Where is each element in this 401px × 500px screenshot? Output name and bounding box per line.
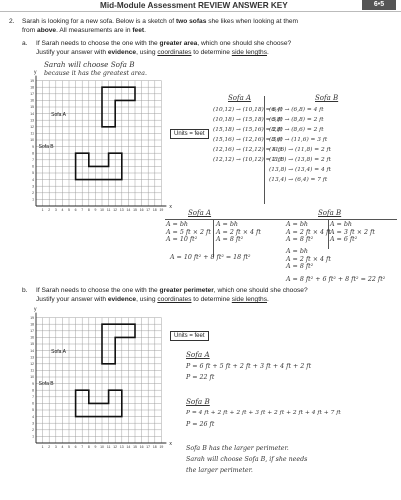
sofa-a-coord-row: (12,16) → (12,12) = 4 ft	[213, 147, 283, 153]
perim-a-result: P = 22 ft	[186, 374, 215, 381]
y-tick-label: 5	[32, 171, 34, 176]
x-tick-label: 13	[119, 445, 124, 449]
x-tick-label: 1	[41, 208, 44, 212]
x-tick-label: 7	[81, 445, 84, 449]
y-tick-label: 6	[32, 164, 34, 169]
x-tick-label: 9	[94, 445, 97, 449]
conclusion-line2: Sarah will choose Sofa B, if she needs	[186, 456, 308, 463]
work-b-total: A = 8 ft² + 6 ft² + 8 ft² = 22 ft²	[286, 276, 386, 283]
y-tick-label: 7	[32, 158, 34, 162]
sofa-b-coord-row: (13,8) → (13,4) = 4 ft	[269, 167, 331, 173]
work-a-rule	[165, 219, 285, 220]
conclusion-line3: the larger perimeter.	[186, 467, 253, 474]
grid-lines	[36, 318, 161, 443]
sofa-b-coord-row: (8,8) → (8,6) = 2 ft	[269, 127, 324, 133]
y-tick-label: 3	[32, 184, 34, 189]
x-tick-label: 6	[74, 445, 77, 449]
y-tick-label: 14	[30, 348, 34, 353]
x-tick-label: 1	[41, 445, 44, 449]
x-tick-label: 15	[133, 208, 137, 212]
units-box-b: Units = feet	[170, 331, 209, 341]
y-tick-label: 1	[32, 434, 34, 439]
x-tick-label: 17	[146, 208, 151, 212]
sofa-a-coord-row: (12,12) → (10,12) = 2 ft	[213, 157, 283, 163]
x-tick-label: 16	[139, 208, 144, 212]
x-axis-label: x	[169, 441, 172, 447]
work-b-left: A = bh A = 2 ft × 4 ft A = 8 ft²	[286, 221, 331, 244]
y-tick-label: 5	[32, 408, 34, 413]
x-tick-label: 4	[61, 208, 64, 212]
part-a-letter: a.	[22, 40, 28, 47]
y-tick-label: 17	[30, 92, 34, 96]
sofa-b-coord-row: (11,6) → (11,8) = 2 ft	[269, 147, 331, 153]
x-tick-label: 12	[113, 445, 118, 449]
question-intro-line1: Sarah is looking for a new sofa. Below is a sketch of two sofas she likes when looking at them	[22, 18, 299, 25]
sofa-b-coord-row: (11,8) → (13,8) = 2 ft	[269, 157, 331, 163]
y-tick-label: 10	[30, 138, 34, 143]
y-tick-label: 4	[32, 177, 34, 182]
work-a-left: A = bh A = 5 ft × 2 ft A = 10 ft²	[166, 221, 211, 244]
part-a-answer-line2: because it has the greatest area.	[44, 70, 147, 77]
y-tick-label: 19	[30, 315, 34, 320]
y-tick-label: 4	[32, 414, 34, 419]
y-tick-label: 6	[32, 401, 34, 406]
sofa-a-coord-row: (15,18) → (15,16) = 2 ft	[213, 127, 283, 133]
y-tick-label: 12	[30, 362, 34, 366]
y-tick-label: 2	[32, 428, 34, 432]
part-a-answer-line1: Sarah will choose Sofa B	[44, 60, 135, 69]
sofa-b-coord-row: (13,4) → (6,4) = 7 ft	[269, 177, 328, 183]
sofa-b-coord-row: (6,8) → (8,8) = 2 ft	[269, 117, 324, 123]
sofa-b-label: Sofa B	[38, 380, 54, 387]
y-tick-label: 11	[30, 368, 34, 373]
sofa-b-coord-row: (6,4) → (6,8) = 4 ft	[269, 107, 324, 113]
x-tick-label: 8	[87, 208, 90, 212]
perim-a-title: Sofa A	[186, 350, 210, 359]
sofa-a-coords-title: Sofa A	[228, 94, 252, 102]
y-tick-label: 13	[30, 355, 34, 360]
x-tick-label: 8	[87, 445, 90, 449]
x-tick-label: 5	[68, 445, 70, 449]
x-tick-label: 6	[74, 208, 77, 212]
sofa-b-coords-title: Sofa B	[315, 94, 339, 102]
y-tick-label: 8	[32, 388, 34, 393]
page-title: Mid-Module Assessment REVIEW ANSWER KEY	[100, 1, 288, 10]
y-tick-label: 16	[30, 98, 34, 103]
perim-a-equation: P = 6 ft + 5 ft + 2 ft + 3 ft + 4 ft + 2 ft	[186, 363, 312, 370]
conclusion-line1: Sofa B has the larger perimeter.	[186, 445, 289, 452]
y-tick-label: 9	[32, 144, 34, 149]
work-b-mid: A = bh A = 2 ft × 4 ft A = 8 ft²	[286, 248, 331, 271]
part-b-letter: b.	[22, 287, 28, 294]
y-tick-label: 19	[30, 78, 34, 83]
y-tick-label: 8	[32, 151, 34, 156]
coordinate-grid-b	[26, 306, 172, 462]
x-tick-label: 3	[54, 445, 57, 449]
page-header	[0, 0, 401, 12]
work-b-right: A = bh A = 3 ft × 2 ft A = 6 ft²	[330, 221, 375, 244]
y-axis-label: y	[34, 306, 37, 313]
part-b-line1: If Sarah needs to choose the one with the greater perimeter, which one should she choose?	[36, 287, 308, 294]
perim-b-result: P = 26 ft	[186, 421, 215, 428]
work-b-title: Sofa B	[318, 209, 342, 217]
x-tick-label: 4	[61, 445, 64, 449]
sofa-a-coord-row: (10,12) → (10,18) = 6 ft	[213, 107, 283, 113]
y-tick-label: 18	[30, 85, 34, 90]
x-tick-label: 11	[106, 445, 111, 449]
work-a-divider	[213, 219, 214, 257]
x-axis-label: x	[169, 204, 172, 210]
question-intro-line2: from above. All measurements are in feet.	[22, 27, 146, 34]
x-tick-label: 14	[126, 445, 131, 449]
x-tick-label: 3	[54, 208, 57, 212]
sofa-b-coord-row: (8,6) → (11,6) = 3 ft	[269, 137, 328, 143]
x-tick-label: 15	[133, 445, 137, 449]
y-tick-label: 16	[30, 335, 34, 340]
x-tick-label: 18	[152, 208, 157, 212]
question-number: 2.	[9, 18, 15, 25]
y-tick-label: 17	[30, 329, 34, 333]
sofa-a-label: Sofa A	[51, 112, 66, 119]
x-tick-label: 18	[152, 445, 157, 449]
y-tick-label: 1	[32, 197, 34, 202]
x-tick-label: 2	[48, 208, 51, 212]
x-tick-label: 10	[100, 445, 104, 449]
x-tick-label: 10	[100, 208, 104, 212]
y-axis-label: y	[34, 69, 37, 76]
sofa-b-label: Sofa B	[38, 143, 54, 150]
y-tick-label: 9	[32, 381, 34, 386]
work-a-right: A = bh A = 2 ft × 4 ft A = 8 ft²	[216, 221, 261, 244]
y-tick-label: 15	[30, 342, 34, 347]
work-b-rule	[285, 219, 397, 220]
y-tick-label: 13	[30, 118, 34, 123]
x-tick-label: 17	[146, 445, 151, 449]
y-tick-label: 3	[32, 421, 34, 426]
part-b-line2: Justify your answer with evidence, using coordinates to determine side lengths.	[36, 296, 269, 303]
x-tick-label: 7	[81, 208, 84, 212]
y-tick-label: 12	[30, 125, 34, 129]
x-tick-label: 19	[159, 208, 164, 212]
sofa-a-coord-row: (15,16) → (12,16) = 3 ft	[213, 137, 283, 143]
sofa-a-label: Sofa A	[51, 349, 66, 356]
y-tick-label: 14	[30, 111, 34, 116]
perim-b-title: Sofa B	[186, 397, 210, 406]
y-tick-label: 10	[30, 375, 34, 380]
x-tick-label: 19	[159, 445, 164, 449]
work-a-total: A = 10 ft² + 8 ft² = 18 ft²	[170, 254, 251, 261]
part-a-line2: Justify your answer with evidence, using coordinates to determine side lengths.	[36, 49, 269, 56]
x-tick-label: 16	[139, 445, 144, 449]
module-tag: 6•5	[362, 0, 396, 10]
x-tick-label: 5	[68, 208, 70, 212]
y-tick-label: 2	[32, 191, 34, 195]
y-tick-label: 15	[30, 105, 34, 110]
y-tick-label: 7	[32, 395, 34, 399]
units-box-a: Units = feet	[170, 129, 209, 139]
y-tick-label: 18	[30, 322, 34, 327]
perim-b-equation: P = 4 ft + 2 ft + 2 ft + 3 ft + 2 ft + 2 ft + 4 ft + 7 ft	[186, 410, 341, 416]
x-tick-label: 11	[106, 208, 111, 212]
work-a-title: Sofa A	[188, 209, 212, 217]
part-a-line1: If Sarah needs to choose the one with the greater area, which one should she choose?	[36, 40, 292, 47]
y-tick-label: 11	[30, 131, 34, 136]
x-tick-label: 12	[113, 208, 118, 212]
sofa-a-coord-row: (10,18) → (15,18) = 5 ft	[213, 117, 283, 123]
grid-lines	[36, 81, 161, 206]
grid-b-svg	[26, 306, 172, 457]
x-tick-label: 14	[126, 208, 131, 212]
x-tick-label: 2	[48, 445, 51, 449]
x-tick-label: 13	[119, 208, 124, 212]
x-tick-label: 9	[94, 208, 97, 212]
